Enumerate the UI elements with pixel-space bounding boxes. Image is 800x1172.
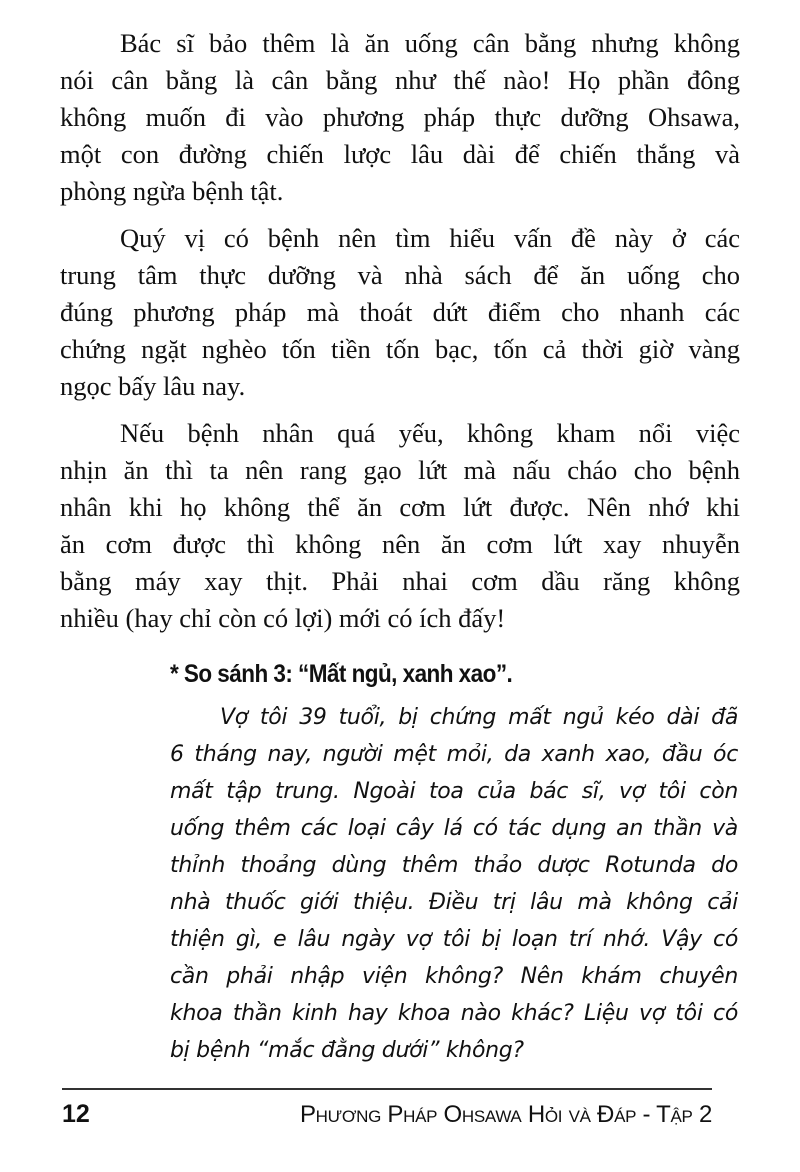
text-line: nhân khi họ không thể ăn cơm lứt được. Nên nhớ khi — [60, 492, 740, 522]
question-line: Vợ tôi 39 tuổi, bị chứng mất ngủ kéo dài đã — [220, 705, 738, 730]
text-line: Bác sĩ bảo thêm là ăn uống cân bằng nhưng không — [120, 28, 740, 58]
section-heading: * So sánh 3: “Mất ngủ, xanh xao”. — [170, 660, 513, 688]
text-line: chứng ngặt nghèo tốn tiền tốn bạc, tốn cả thời giờ vàng — [60, 334, 740, 364]
footer-divider — [62, 1088, 712, 1090]
text-line: không muốn đi vào phương pháp thực dưỡng Ohsawa, — [60, 102, 740, 132]
question-line: uống thêm các loại cây lá có tác dụng an thần và — [170, 816, 738, 841]
question-line: 6 tháng nay, người mệt mỏi, da xanh xao, đầu óc — [170, 742, 738, 767]
question-line: thỉnh thoảng dùng thêm thảo dược Rotunda do — [170, 853, 738, 878]
question-line: mất tập trung. Ngoài toa của bác sĩ, vợ tôi còn — [170, 779, 738, 804]
text-line: ăn cơm được thì không nên ăn cơm lứt xay nhuyễn — [60, 529, 740, 559]
question-line: thiện gì, e lâu ngày vợ tôi bị loạn trí nhớ. Vậy có — [170, 927, 738, 952]
text-line: ngọc bấy lâu nay. — [60, 371, 246, 401]
question-line: nhà thuốc giới thiệu. Điều trị lâu mà không cải — [170, 890, 738, 915]
question-line: bị bệnh “mắc đằng dưới” không? — [170, 1038, 524, 1063]
question-line: cần phải nhập viện không? Nên khám chuyên — [170, 964, 738, 989]
page-number: 12 — [62, 1100, 90, 1128]
question-line: khoa thần kinh hay khoa nào khác? Liệu vợ tôi có — [170, 1001, 738, 1026]
text-line: nhiều (hay chỉ còn có lợi) mới có ích đấy! — [60, 603, 506, 633]
text-line: nói cân bằng là cân bằng như thế nào! Họ phần đông — [60, 65, 740, 95]
text-line: đúng phương pháp mà thoát dứt điểm cho nhanh các — [60, 297, 740, 327]
text-line: bằng máy xay thịt. Phải nhai cơm dầu răng không — [60, 566, 740, 596]
running-title: Phương Pháp Ohsawa Hỏi và Đáp - Tập 2 — [299, 1101, 712, 1128]
text-line: nhịn ăn thì ta nên rang gạo lứt mà nấu cháo cho bệnh — [60, 455, 740, 485]
text-line: trung tâm thực dưỡng và nhà sách để ăn uống cho — [60, 260, 740, 290]
text-line: Quý vị có bệnh nên tìm hiểu vấn đề này ở các — [120, 223, 740, 253]
text-line: Nếu bệnh nhân quá yếu, không kham nổi việc — [120, 418, 740, 448]
text-line: phòng ngừa bệnh tật. — [60, 176, 284, 206]
text-line: một con đường chiến lược lâu dài để chiến thắng và — [60, 139, 740, 169]
